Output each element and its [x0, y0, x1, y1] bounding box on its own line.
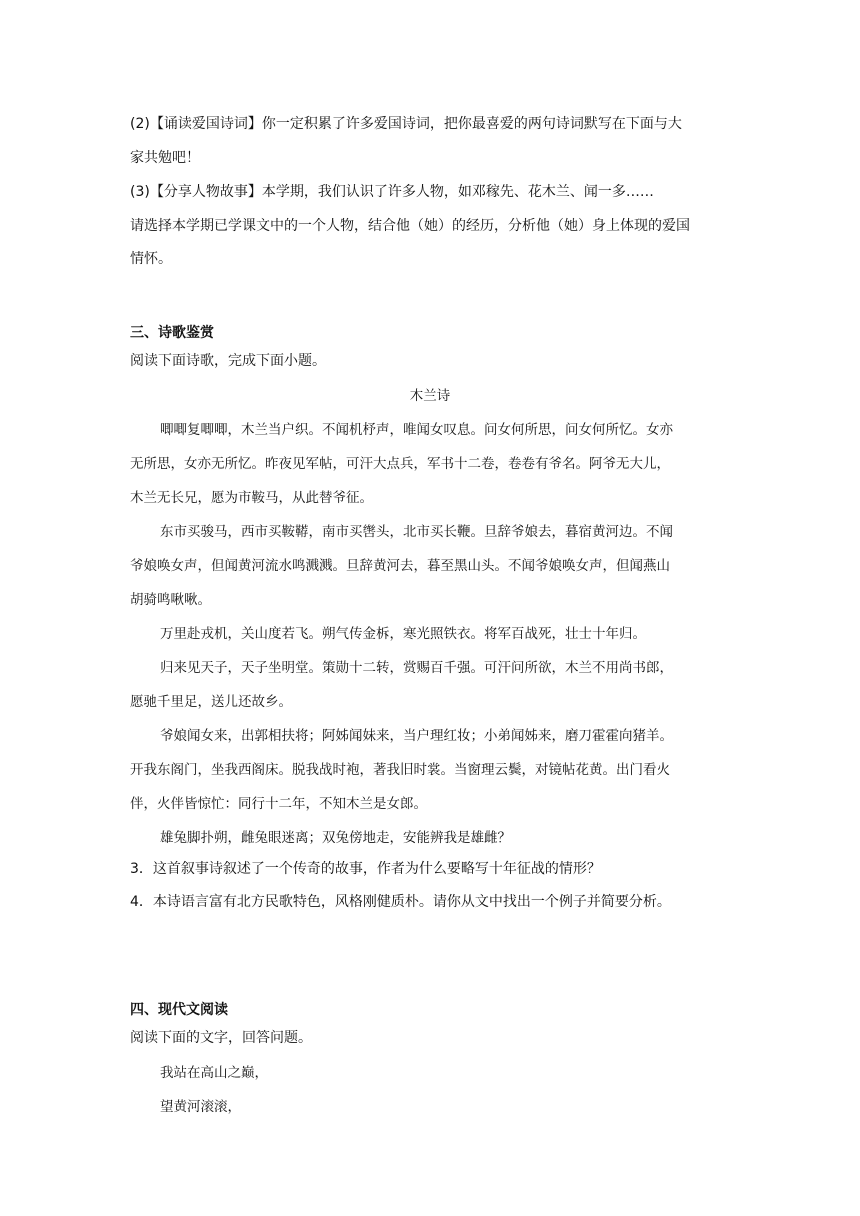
- poem-line: 爷娘唤女声，但闻黄河流水鸣溅溅。旦辞黄河去，暮至黑山头。不闻爷娘唤女声，但闻燕山: [130, 558, 670, 574]
- poem-line: 无所思，女亦无所忆。昨夜见军帖，可汗大点兵，军书十二卷，卷卷有爷名。阿爷无大儿，: [130, 456, 670, 472]
- poem-line: 东市买骏马，西市买鞍鞯，南市买辔头，北市买长鞭。旦辞爷娘去，暮宿黄河边。不闻: [160, 524, 673, 540]
- section4-instruction: 阅读下面的文字，回答问题。: [130, 1030, 312, 1046]
- question-4: 4．本诗语言富有北方民歌特色，风格刚健质朴。请你从文中找出一个例子并简要分析。: [130, 894, 671, 910]
- q3-prefix: (3)【分享人物故事】: [130, 184, 262, 200]
- q3-text: 本学期，我们认识了许多人物，如邓稼先、花木兰、闻一多……: [261, 184, 654, 200]
- q2-text: 你一定积累了许多爱国诗词，把你最喜爱的两句诗词默写在下面与大: [261, 116, 682, 132]
- q2-continuation: 家共勉吧！: [130, 150, 200, 166]
- poem-line: 万里赴戎机，关山度若飞。朔气传金柝，寒光照铁衣。将军百战死，壮士十年归。: [160, 626, 646, 642]
- q3-prompt-line-1: 请选择本学期已学课文中的一个人物，结合他（她）的经历，分析他（她）身上体现的爱国: [130, 218, 690, 234]
- poem-title: 木兰诗: [409, 388, 451, 404]
- poem-line: 愿驰千里足，送儿还故乡。: [130, 694, 292, 710]
- passage-line: 望黄河滚滚，: [160, 1099, 241, 1115]
- section3-instruction: 阅读下面诗歌，完成下面小题。: [130, 353, 326, 369]
- q3-prompt-line-2: 情怀。: [130, 251, 172, 267]
- q2-line: [130, 113, 682, 133]
- q3-line: [130, 181, 654, 201]
- poem-line: 开我东阁门，坐我西阁床。脱我战时袍，著我旧时裳。当窗理云鬓，对镜帖花黄。出门看火: [130, 762, 670, 778]
- section3-title: 三、诗歌鉴赏: [130, 325, 214, 341]
- passage-line: 我站在高山之巅，: [160, 1065, 268, 1081]
- q2-prefix: (2)【诵读爱国诗词】: [130, 116, 262, 132]
- poem-line: 爷娘闻女来，出郭相扶将；阿姊闻妹来，当户理红妆；小弟闻姊来，磨刀霍霍向猪羊。: [160, 728, 673, 744]
- poem-line: 伴，火伴皆惊忙：同行十二年，不知木兰是女郎。: [130, 796, 427, 812]
- section4-title: 四、现代文阅读: [130, 1002, 228, 1018]
- question-3: 3．这首叙事诗叙述了一个传奇的故事，作者为什么要略写十年征战的情形？: [130, 861, 601, 877]
- poem-line: 木兰无长兄，愿为市鞍马，从此替爷征。: [130, 490, 373, 506]
- poem-line: 归来见天子，天子坐明堂。策勋十二转，赏赐百千强。可汗问所欲，木兰不用尚书郎，: [160, 660, 673, 676]
- poem-line: 雄兔脚扑朔，雌兔眼迷离；双兔傍地走，安能辨我是雄雌？: [160, 830, 511, 846]
- poem-line: 胡骑鸣啾啾。: [130, 592, 211, 608]
- poem-line: 唧唧复唧唧，木兰当户织。不闻机杼声，唯闻女叹息。问女何所思，问女何所忆。女亦: [160, 422, 673, 438]
